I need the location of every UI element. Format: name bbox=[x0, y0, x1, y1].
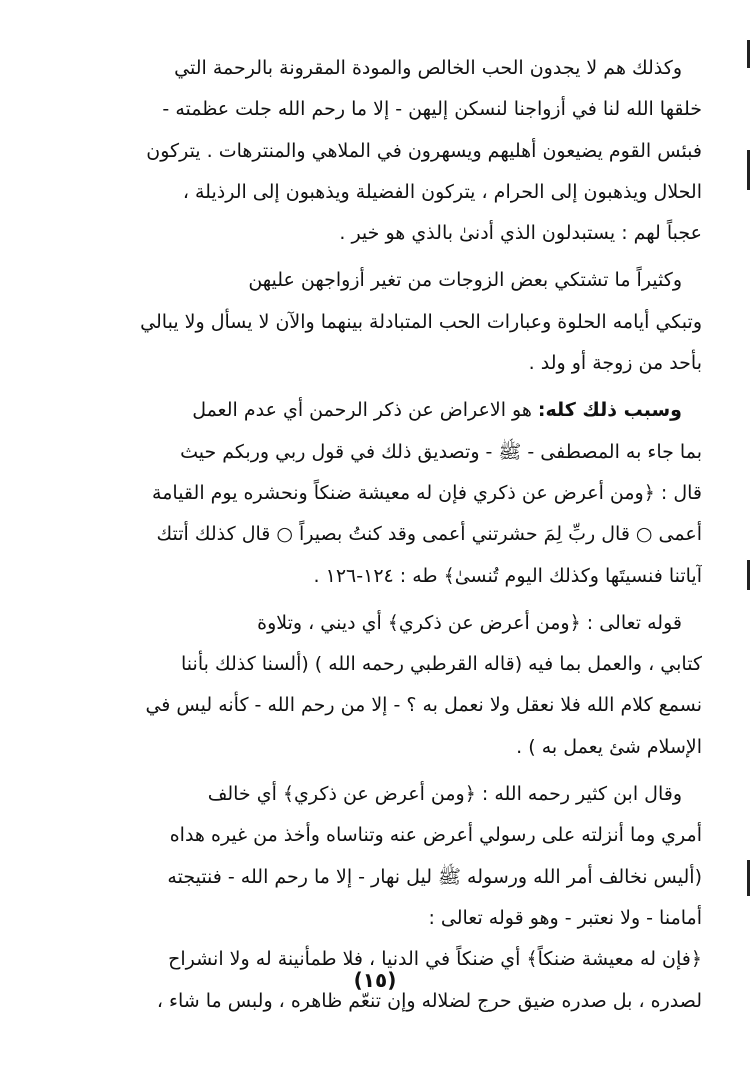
text-line bbox=[52, 390, 702, 431]
text-line: (أليس نخالف أمر الله ورسوله ﷺ ليل نهار - إلا ما رحم الله - فنتيجته bbox=[167, 865, 702, 888]
text-line: وقال ابن كثير رحمه الله : ﴿ومن أعرض عن ذكري﴾ أي خالف bbox=[207, 783, 682, 806]
text-line: آياتنا فنسيتَها وكذلك اليوم تُنسىٰ﴾ طه : ١٢٤-١٢٦ . bbox=[313, 564, 702, 587]
text-line: نسمع كلام الله فلا نعقل ولا نعمل به ؟ - إلا من رحم الله - كأنه ليس في bbox=[145, 694, 702, 717]
text-line: ﴿فإن له معيشة ضنكاً﴾ أي ضنكاً في الدنيا ، فلا طمأنينة له ولا انشراح bbox=[168, 948, 702, 971]
paragraph-lead-heading: وسبب ذلك كله: bbox=[537, 399, 682, 422]
text-line: عجباً لهم : يستبدلون الذي أدنىٰ بالذي هو خير . bbox=[339, 222, 702, 245]
text-line: خلقها الله لنا في أزواجنا لنسكن إليهن - إلا ما رحم الله جلت عظمته - bbox=[162, 98, 702, 121]
paragraph bbox=[52, 603, 702, 768]
text-line: وتبكي أيامه الحلوة وعبارات الحب المتبادلة بينهما والآن لا يسأل ولا يبالي bbox=[140, 310, 702, 333]
paragraph bbox=[52, 390, 702, 596]
text-line: أمامنا - ولا نعتبر - وهو قوله تعالى : bbox=[428, 906, 702, 929]
text-line: أمري وما أنزلته على رسولي أعرض عنه وتناساه وأخذ من غيره هداه bbox=[169, 824, 702, 847]
text-line: وكذلك هم لا يجدون الحب الخالص والمودة المقرونة بالرحمة التي bbox=[174, 57, 682, 79]
text-line: قال : ﴿ومن أعرض عن ذكري فإن له معيشة ضنكاً ونحشره يوم القيامة bbox=[152, 481, 702, 504]
text-line: فبئس القوم يضيعون أهليهم ويسهرون في الملاهي والمنترهات . يتركون bbox=[146, 139, 702, 162]
text-line: أعمى ○ قال ربِّ لِمَ حشرتني أعمى وقد كنتُ بصيراً ○ قال كذلك أتتك bbox=[156, 523, 702, 546]
body-text bbox=[52, 48, 702, 1028]
text-line: الحلال ويذهبون إلى الحرام ، يتركون الفضيلة ويذهبون إلى الرذيلة ، bbox=[182, 180, 702, 203]
text-line: الإسلام شئ يعمل به ) . bbox=[516, 735, 702, 758]
text-line: لصدره ، بل صدره ضيق حرج لضلاله وإن تنعّم ظاهره ، ولبس ما شاء ، bbox=[156, 989, 702, 1012]
text-line: قوله تعالى : ﴿ومن أعرض عن ذكري﴾ أي ديني ، وتلاوة bbox=[257, 611, 682, 634]
text-line-rest: هو الاعراض عن ذكر الرحمن أي عدم العمل bbox=[192, 399, 538, 422]
text-line: كتابي ، والعمل بما فيه (قاله القرطبي رحمه الله ) (ألسنا كذلك بأننا bbox=[181, 653, 702, 676]
paragraph bbox=[52, 48, 702, 254]
text-line: بما جاء به المصطفى - ﷺ - وتصديق ذلك في قول ربي وربكم حيث bbox=[180, 440, 702, 463]
paragraph bbox=[52, 260, 702, 384]
page-number: (١٥) bbox=[353, 968, 397, 992]
text-line: بأحد من زوجة أو ولد . bbox=[528, 352, 702, 375]
text-line: وكثيراً ما تشتكي بعض الزوجات من تغير أزواجهن عليهن bbox=[248, 269, 682, 292]
